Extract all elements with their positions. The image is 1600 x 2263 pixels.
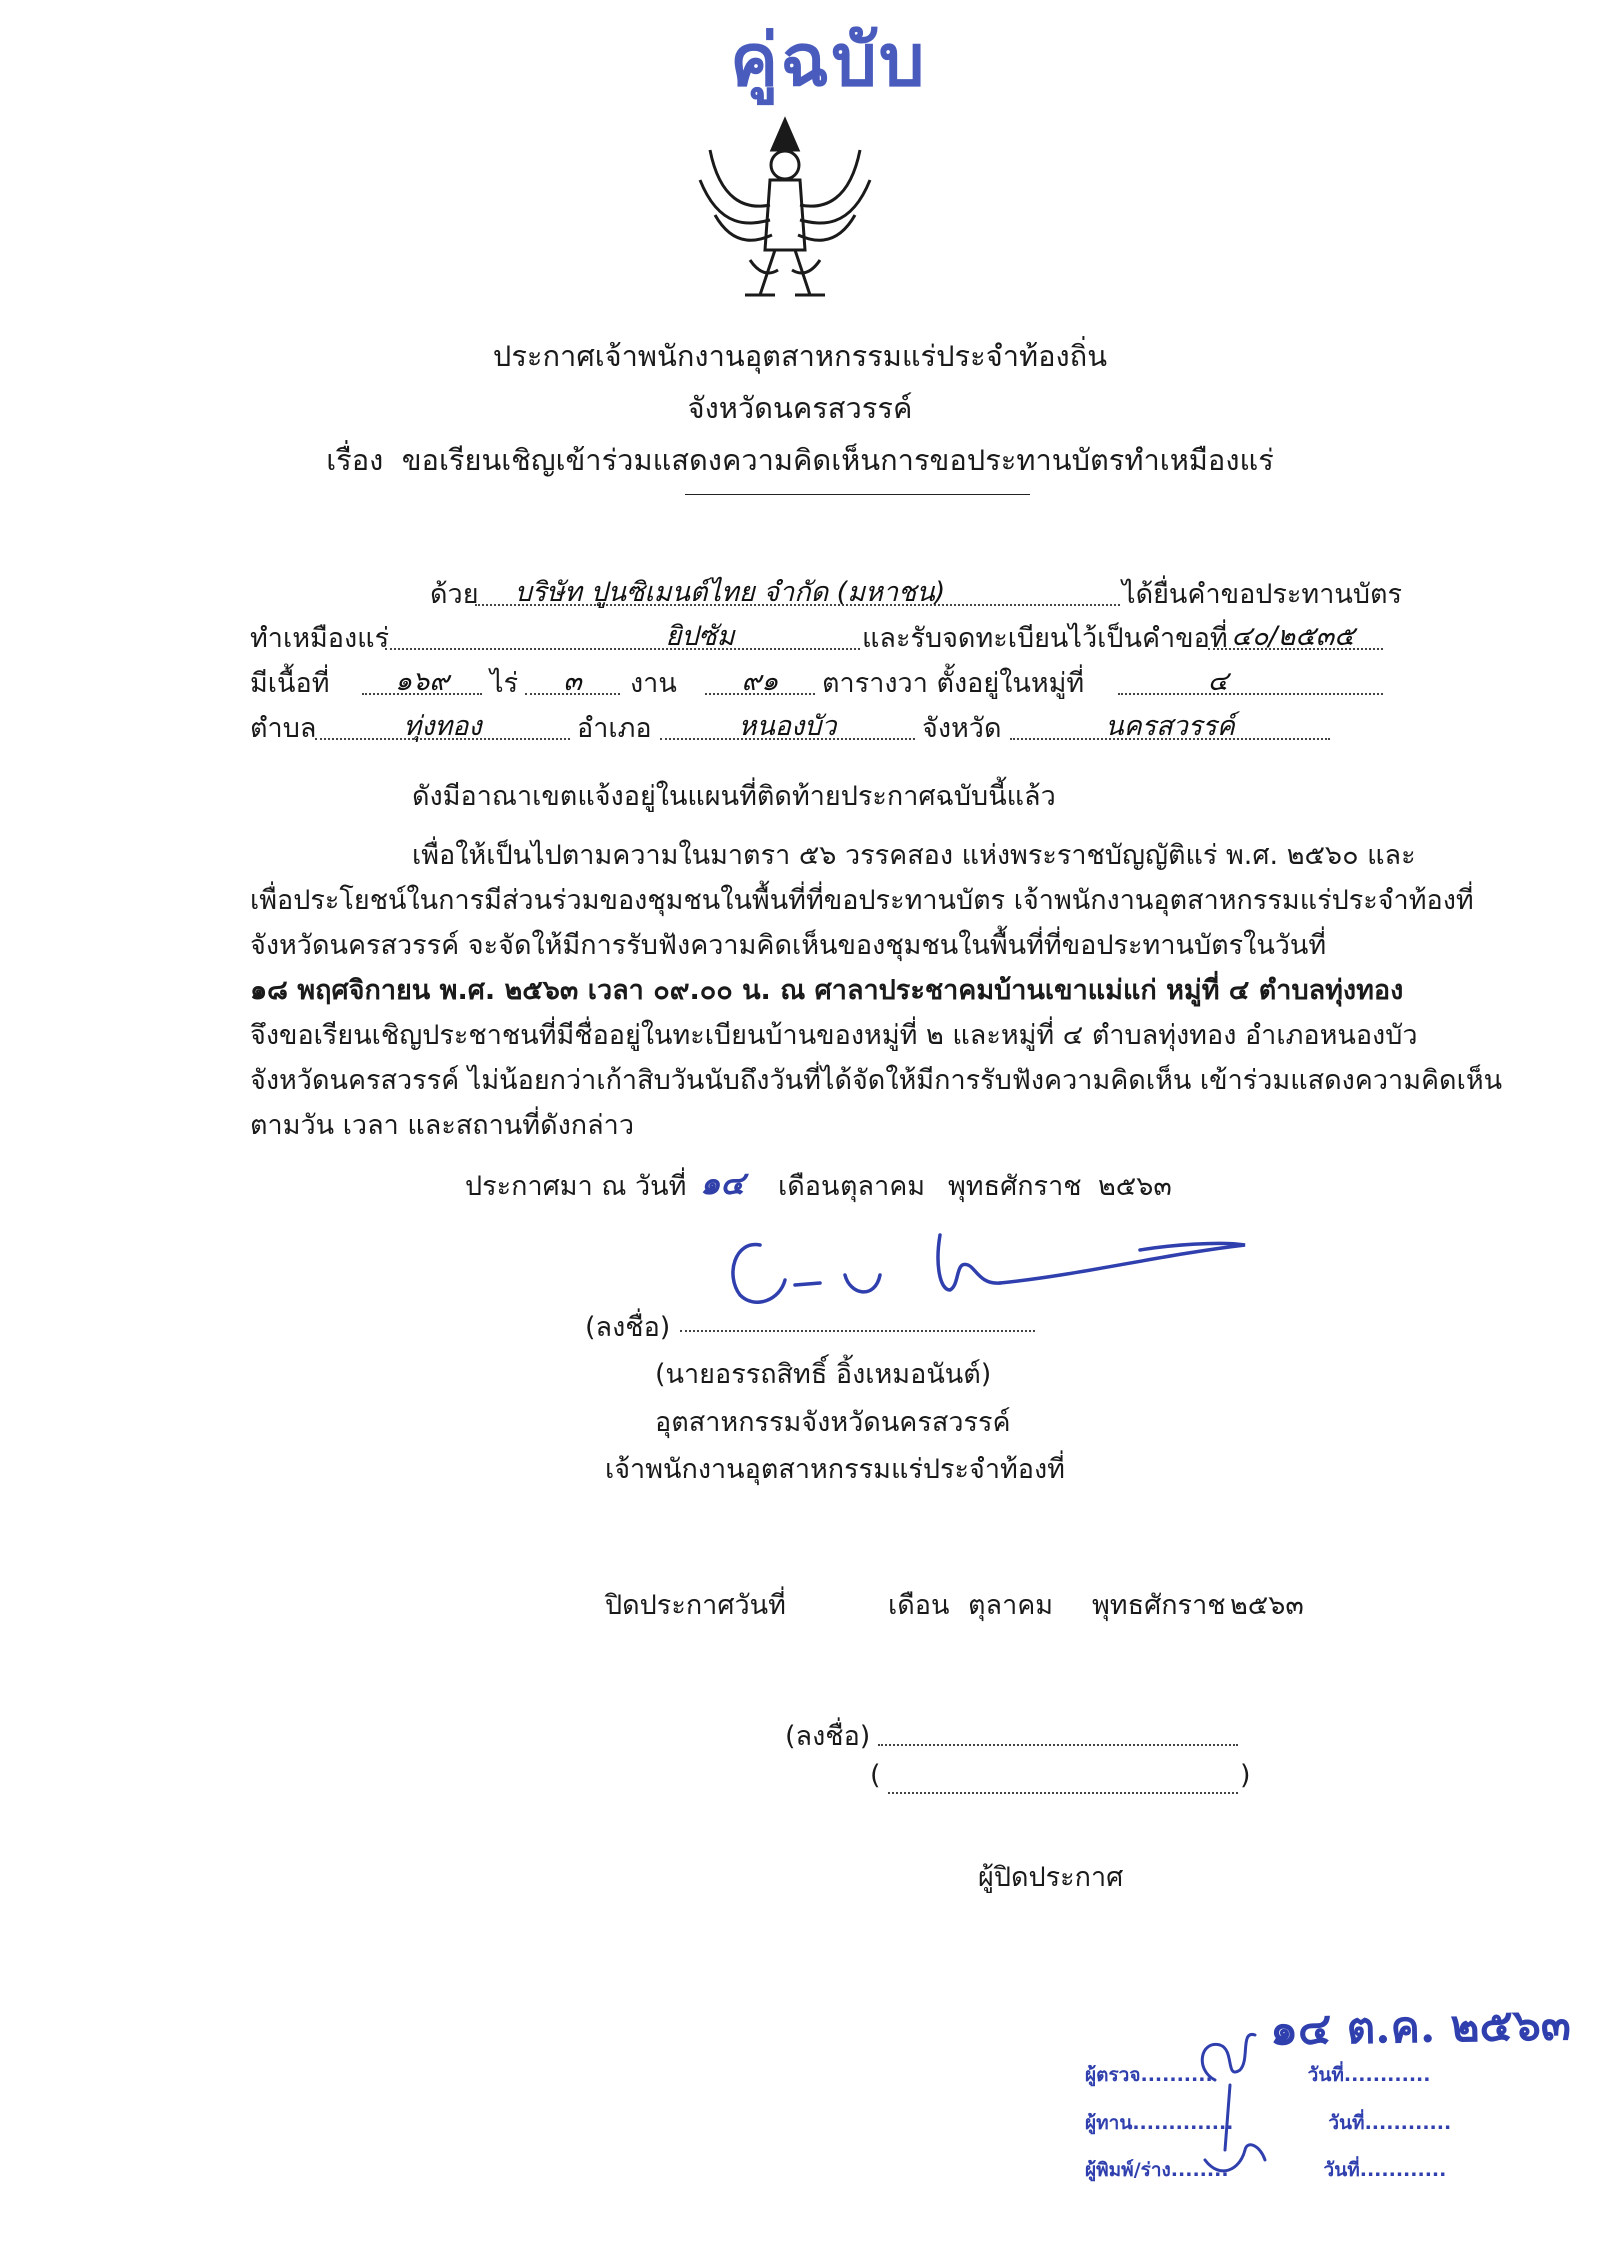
request-number: ๔๐/๒๕๓๕ [1231,621,1355,652]
copy-stamp: คู่ฉบับ [730,17,927,102]
area-wa: ๙๑ [741,666,779,697]
amphoe-label: อำเภอ [577,713,652,744]
tambon-value: ทุ่งทอง [403,711,482,742]
posting-dotted-line [878,1744,1238,1746]
posting-close-paren: ) [1240,1760,1251,1791]
subject-line [0,437,1600,483]
mine-label: ทำเหมืองแร่ [250,623,390,654]
routing-typist: ผู้พิมพ์/ร่าง........ วันที่............ [1085,2159,1447,2181]
posting-year-label: พุทธศักราช [1092,1590,1226,1621]
subject-text: ขอเรียนเชิญเข้าร่วมแสดงความคิดเห็นการขอประทานบัตรทำเหมืองแร่ [401,443,1274,477]
sign-label: (ลงชื่อ) [585,1312,671,1343]
announce-year-label: พุทธศักราช [948,1171,1082,1202]
initials-signature [1185,2010,1275,2190]
header-line2: จังหวัดนครสวรรค์ [687,391,913,425]
area-rai: ๑๖๙ [394,666,450,697]
signer-position-1: อุตสาหกรรมจังหวัดนครสวรรค์ [655,1407,1011,1438]
body-line-4: ๑๘ พฤศจิกายน พ.ศ. ๒๕๖๓ เวลา ๐๙.๐๐ น. ณ ศาลาประชาคมบ้านเขาแม่แก่ หมู่ที่ ๔ ตำบลทุ่งทอง [250,975,1404,1006]
announce-year: ๒๕๖๓ [1098,1171,1172,1202]
amphoe-value: หนองบัว [738,711,837,742]
garuda-emblem-icon [690,110,880,310]
poster-label: ผู้ปิดประกาศ [978,1862,1124,1893]
signer-name: (นายอรรถสิทธิ์ อิ้งเหมอนันต์) [655,1359,992,1390]
posting-name-dotted-line [888,1792,1238,1794]
moo-value: ๔ [1207,666,1229,697]
posting-open-paren: ( [870,1760,881,1791]
signer-position-2: เจ้าพนักงานอุตสาหกรรมแร่ประจำท้องที่ [605,1454,1065,1485]
posting-year: ๒๕๖๓ [1230,1590,1304,1621]
wa-label: ตารางวา ตั้งอยู่ในหมู่ที่ [822,668,1085,699]
routing-sender: ผู้ทาน.............. วันที่............ [1085,2112,1452,2134]
with-label: ด้วย [430,579,479,610]
area-ngan: ๓ [563,666,582,697]
posting-month: ตุลาคม [968,1590,1054,1621]
subject-prefix: เรื่อง [326,443,384,477]
company-name: บริษัท ปูนซิเมนต์ไทย จำกัด (มหาชน) [514,577,946,608]
header-line1: ประกาศเจ้าพนักงานอุตสาหกรรมแร่ประจำท้องถิ่น [492,339,1108,373]
area-label: มีเนื้อที่ [250,668,330,699]
tambon-label: ตำบล [250,713,317,744]
received-date-stamp: ๑๔ ต.ค. ๒๕๖๓ [1269,1999,1572,2056]
mineral-value: ยิปซัม [665,621,735,652]
posting-sign-label: (ลงชื่อ) [785,1721,871,1752]
posting-label: ปิดประกาศวันที่ [605,1590,786,1621]
posting-month-label: เดือน [888,1590,950,1621]
body-line-1: เพื่อให้เป็นไปตามความในมาตรา ๕๖ วรรคสอง แห่งพระราชบัญญัติแร่ พ.ศ. ๒๕๖๐ และ [412,840,1416,871]
filed-label: ได้ยื่นคำขอประทานบัตร [1122,579,1403,610]
province-value: นครสวรรค์ [1105,711,1235,742]
rai-label: ไร่ [490,668,519,699]
routing-checker: ผู้ตรวจ.......... วันที่............ [1085,2064,1431,2086]
header-divider [685,494,1030,495]
announce-day: ๑๔ [700,1164,745,1202]
body-line-2: เพื่อประโยชน์ในการมีส่วนร่วมของชุมชนในพื้นที่ที่ขอประทานบัตร เจ้าพนักงานอุตสาหกรรมแร่ประจำท้องที่ [250,885,1474,916]
registered-label: และรับจดทะเบียนไว้เป็นคำขอที่ [862,623,1228,654]
boundary-note: ดังมีอาณาเขตแจ้งอยู่ในแผนที่ติดท้ายประกาศฉบับนี้แล้ว [412,781,1056,812]
announce-month-label: เดือน [778,1171,840,1202]
signature-dotted-line [680,1330,1035,1332]
announce-month: ตุลาคม [840,1171,926,1202]
body-line-7: ตามวัน เวลา และสถานที่ดังกล่าว [250,1110,634,1141]
body-line-5: จึงขอเรียนเชิญประชาชนที่มีชื่ออยู่ในทะเบียนบ้านของหมู่ที่ ๒ และหมู่ที่ ๔ ตำบลทุ่งทอง อำเภอหนองบัว [250,1020,1418,1051]
body-line-6: จังหวัดนครสวรรค์ ไม่น้อยกว่าเก้าสิบวันนับถึงวันที่ได้จัดให้มีการรับฟังความคิดเห็น เข้าร่วมแสดงความคิดเห็น [250,1065,1503,1096]
province-label: จังหวัด [922,713,1002,744]
ngan-label: งาน [630,668,677,699]
announce-prefix: ประกาศมา ณ วันที่ [465,1171,687,1202]
body-line-3: จังหวัดนครสวรรค์ จะจัดให้มีการรับฟังความคิดเห็นของชุมชนในพื้นที่ที่ขอประทานบัตรในวันที่ [250,930,1327,961]
official-signature [700,1205,1260,1325]
